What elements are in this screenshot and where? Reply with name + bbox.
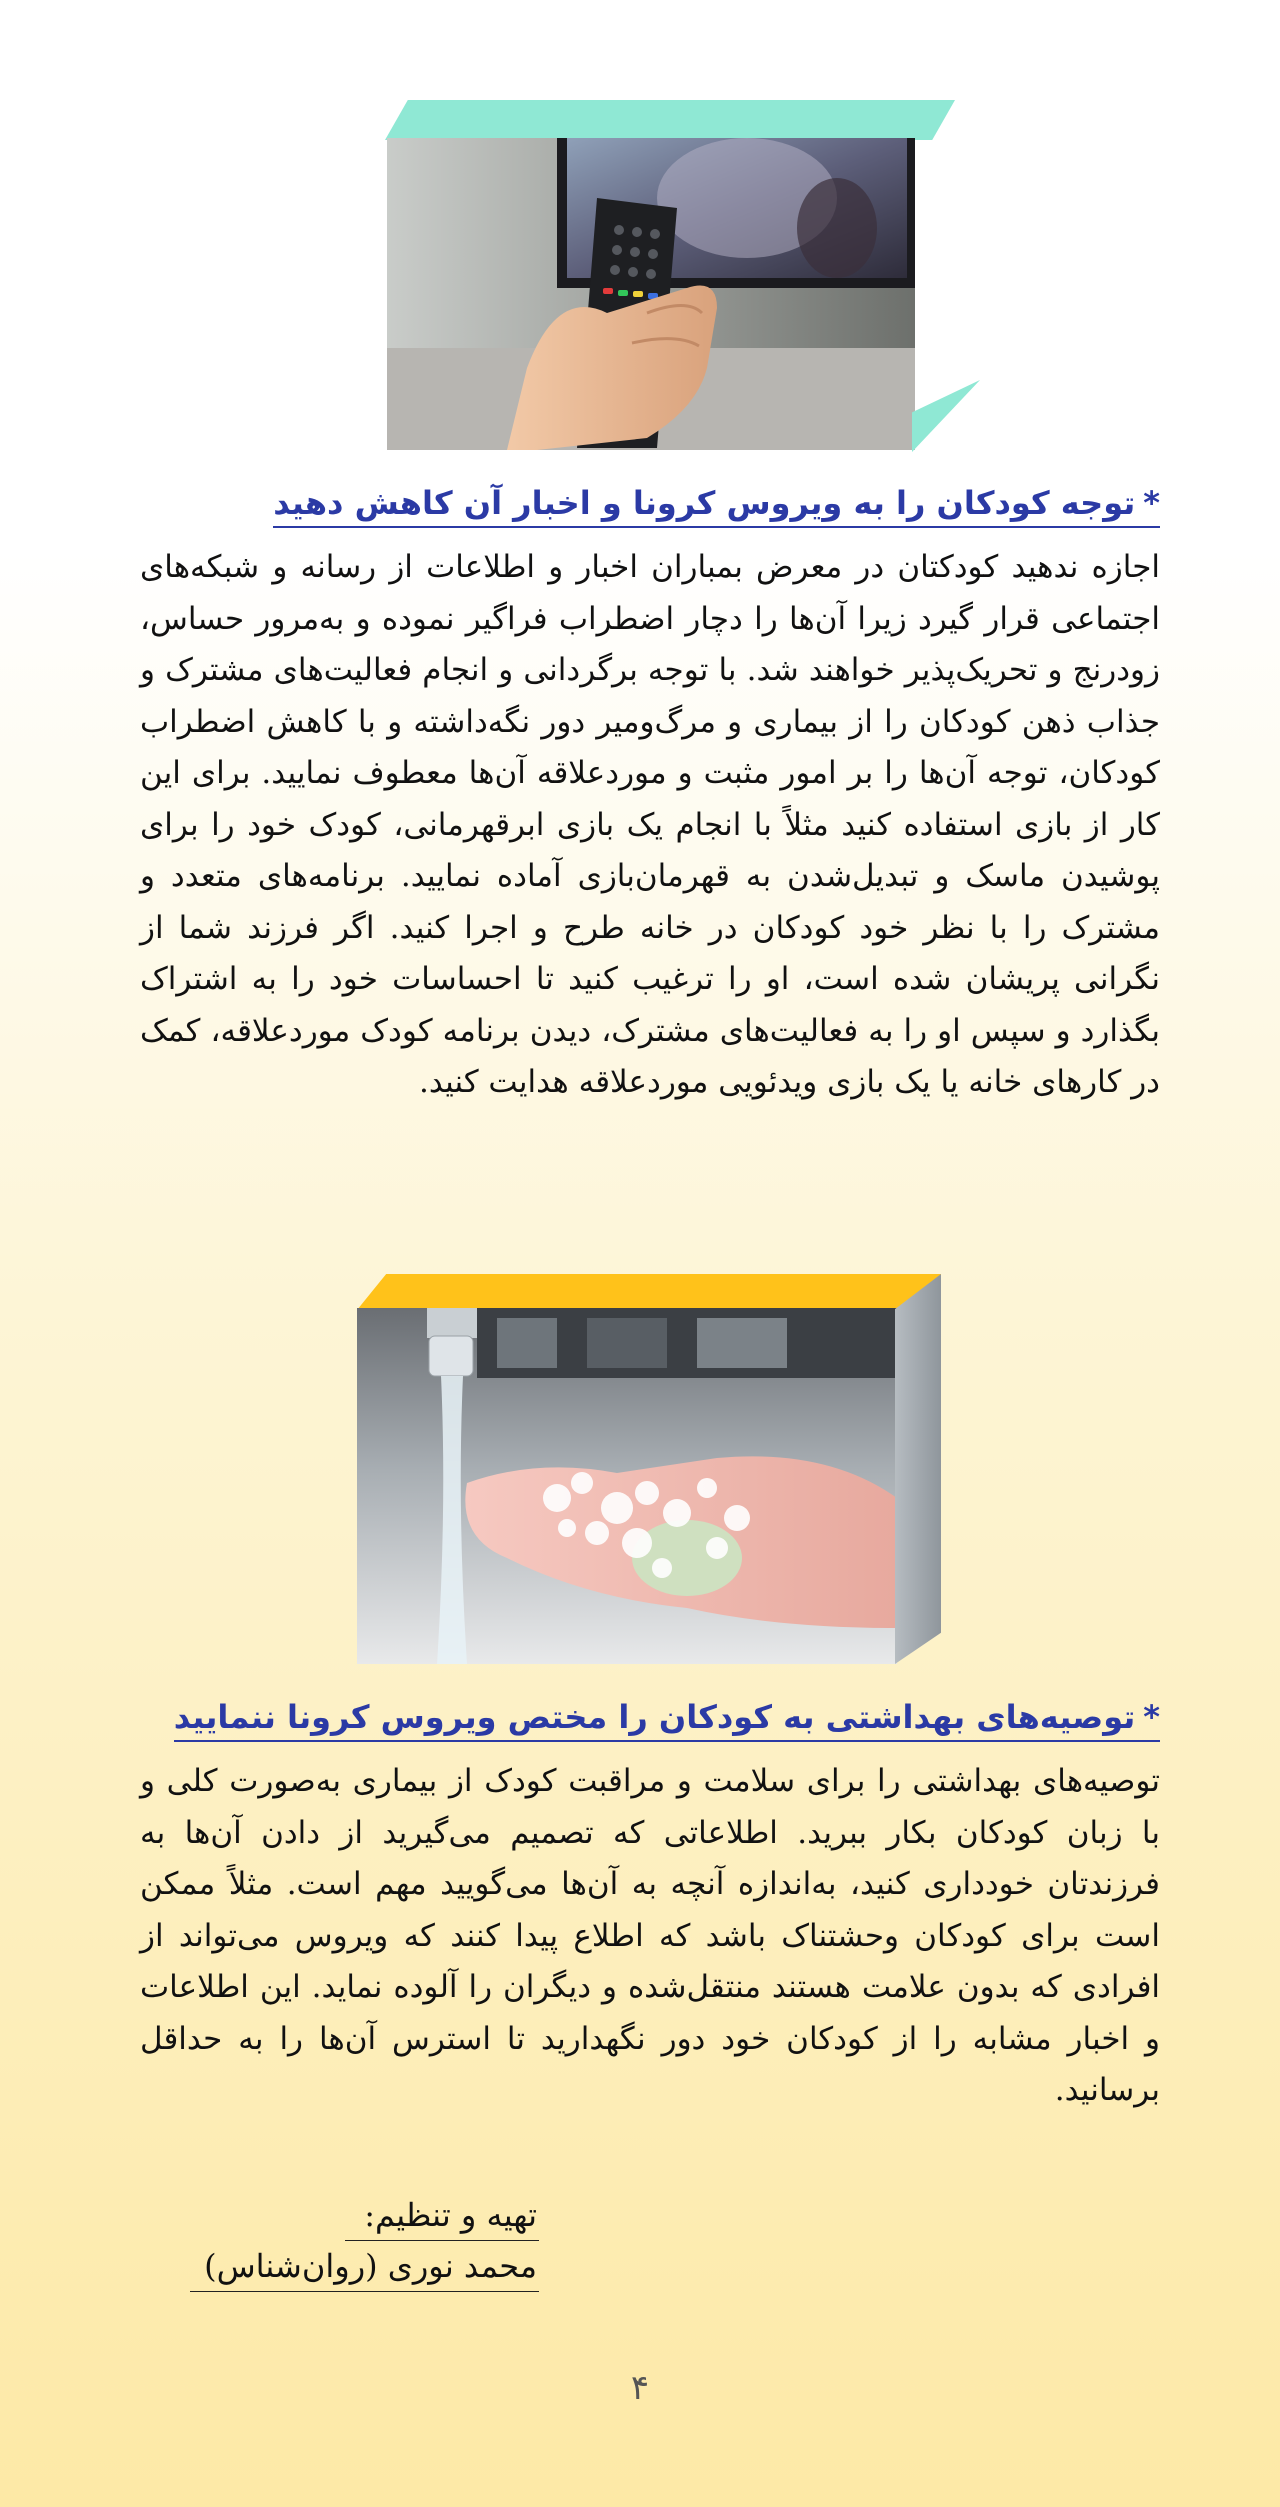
tv-remote-photo [387, 138, 915, 450]
section1-paragraph: اجازه ندهید کودکتان در معرض بمباران اخبار و اطلاعات از رسانه و شبکه‌های اجتماعی قرار گیرد زیرا آن‌ها را دچار اضطراب فراگیر نموده و به‌مرور حساس، زودرنج و تحریک‌پذیر خواهند شد. با توجه برگردانی و انجام فعالیت‌های مشترک و جذاب ذهن کودکان را از بیماری و مرگ‌ومیر دور نگه‌داشته و با کاهش اضطراب کودکان، توجه آن‌ها را بر امور مثبت و موردعلاقه آن‌ها معطوف نمایید. برای این کار از بازی استفاده کنید مثلاً با انجام یک بازی ابرقهرمانی، کودک خود را برای پوشیدن ماسک و تبدیل‌شدن به قهرمان‌بازی آماده نمایید. برنامه‌های متعدد و مشترک را با نظر خود کودکان در خانه طرح و اجرا کنید. اگر فرزند شما از نگرانی پریشان شده است، او را ترغیب کنید تا احساسات خود را به اشتراک بگذارد و سپس او را به فعالیت‌های مشترک، دیدن برنامه کودک موردعلاقه، کمک در کارهای خانه یا یک بازی ویدئویی موردعلاقه هدایت کنید. [140, 549, 1160, 1100]
figure1-side-accent [912, 380, 980, 452]
hand-washing-photo [357, 1308, 897, 1664]
figure1-top-accent [385, 100, 955, 140]
section1-heading-text: توجه کودکان را به ویروس کرونا و اخبار آن کاهش دهید [273, 484, 1136, 522]
figure2-side-accent [895, 1274, 941, 1664]
figure2-top-accent [357, 1274, 941, 1310]
section2-heading-text: توصیه‌های بهداشتی به کودکان را مختص ویروس کرونا ننمایید [173, 1698, 1136, 1736]
section2-heading [174, 1698, 1160, 1742]
credits [190, 2190, 539, 2292]
credits-author: محمد نوری (روان‌شناس) [190, 2241, 539, 2292]
heading-marker: * [1143, 484, 1160, 522]
credits-label: تهیه و تنظیم: [345, 2190, 539, 2241]
section2-paragraph: توصیه‌های بهداشتی را برای سلامت و مراقبت کودک از بیماری به‌صورت کلی و با زبان کودکان بکار ببرید. اطلاعاتی که تصمیم می‌گیرید از دادن آن‌ها به فرزندتان خودداری کنید، به‌اندازه آنچه به آن‌ها می‌گویید مهم است. مثلاً ممکن است برای کودکان وحشتناک باشد که اطلاع پیدا کنند که ویروس می‌تواند از افرادی که بدون علامت هستند منتقل‌شده و دیگران را آلوده نماید. این اطلاعات و اخبار مشابه را از کودکان خود دور نگهدارید تا استرس آن‌ها را به حداقل برسانید. [140, 1763, 1160, 2108]
section1-heading [273, 484, 1160, 528]
heading-marker: * [1143, 1698, 1160, 1736]
page-number: ۴ [630, 2368, 650, 2408]
